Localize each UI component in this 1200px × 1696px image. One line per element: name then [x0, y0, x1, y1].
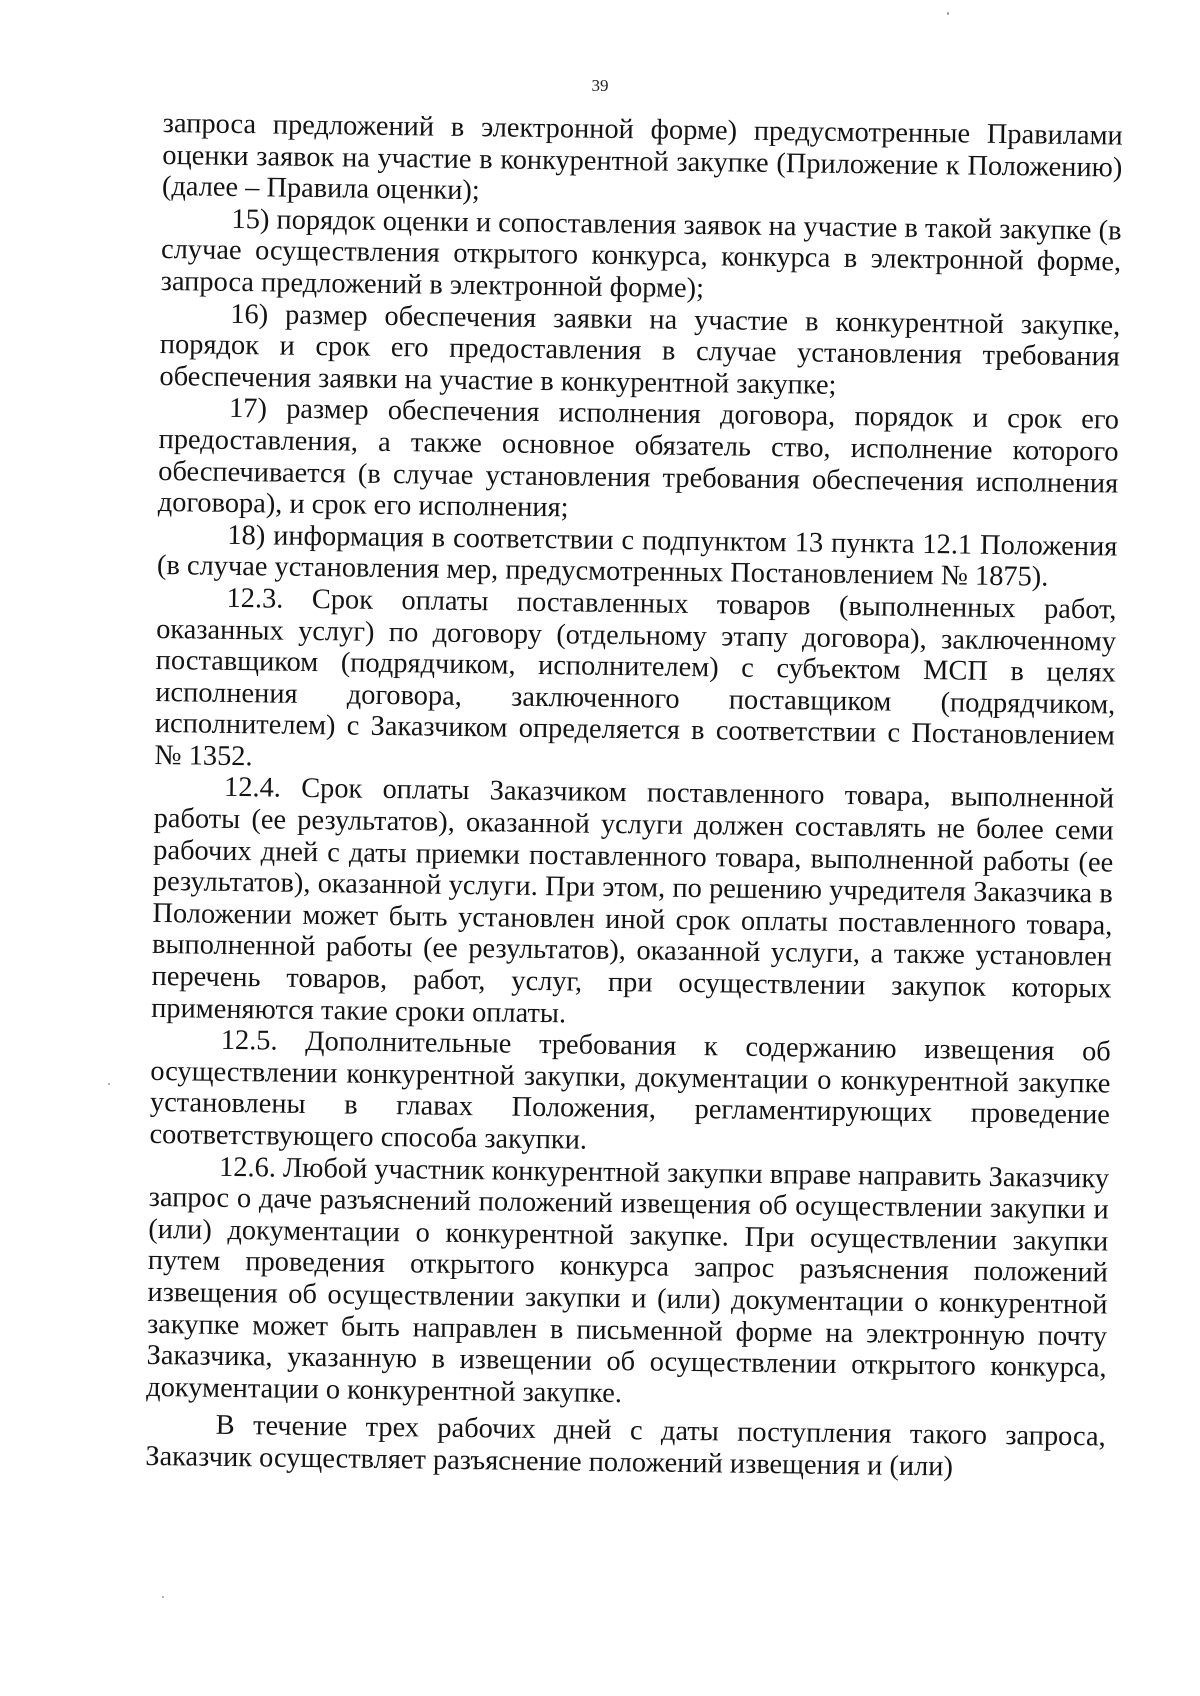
paragraph-12-6: 12.6. Любой участник конкурентной закупки вправе направить Заказчику запрос о даче разъяснений положений извещения об осуществлении закупки и (или) документации о конкурентной закупке. При осуществлении закупки путем проведения открытого конкурса запрос разъяснения положений извещения об осуществлении закупки и (или) документации о конкурентной закупке может быть направлен в письменной форме на электронную почту Заказчика, указанную в извещении об осуществлении открытого конкурса, документации о конкурентной закупке. — [146, 1151, 1110, 1409]
scan-speck-bottom-left — [162, 1596, 164, 1598]
document-body — [145, 108, 1123, 1485]
paragraph-item-18: 18) информация в соответствии с подпунктом 13 пункта 12.1 Положения (в случае установления мер, предусмотренных Постановлением № 1875). — [156, 519, 1118, 593]
paragraph-12-3: 12.3. Срок оплаты поставленных товаров (выполненных работ, оказанных услуг) по договору (отдельному этапу договора), заключенному поставщиком (подрядчиком, исполнителем) с субъектом МСП в целях исполнения договора, заключенного поставщиком (подрядчиком, исполнителем) с Заказчиком определяется в соответствии с Постановлением № 1352. — [154, 582, 1117, 773]
paragraph-clarification-deadline: В течение трех рабочих дней с даты поступления такого запроса, Заказчик осуществляет разъяснение положений извещения и (или) — [145, 1410, 1106, 1483]
page-number: 39 — [591, 76, 609, 95]
paragraph-12-5: 12.5. Дополнительные требования к содержанию извещения об осуществлении конкурентной закупки, документации о конкурентной закупке установлены в главах Положения, регламентирующих проведение соответствующего способа закупки. — [149, 1025, 1111, 1156]
paragraph-12-4: 12.4. Срок оплаты Заказчиком поставленного товара, выполненной работы (ее результатов), оказанной услуги должен составлять не более семи рабочих дней с даты приемки поставленного товара, выполненной работы (ее результатов), оказанной услуги. При этом, по решению учредителя Заказчика в Положении может быть установлен иной срок оплаты поставленного товара, выполненной работы (ее результатов), оказанной услуги, а также установлен перечень товаров, работ, услуг, при осуществлении закупок которых применяются такие сроки оплаты. — [151, 772, 1115, 1029]
paragraph-continuation: запроса предложений в электронной форме) предусмотренные Правилами оценки заявок на участие в конкурентной закупке (Приложение к Положению) (далее – Правила оценки); — [161, 108, 1123, 207]
scan-speck-left-margin — [108, 1083, 110, 1085]
paragraph-item-15: 15) порядок оценки и сопоставления заявок на участие в такой закупке (в случае осуществления открытого конкурса, конкурса в электронной форме, запроса предложений в электронной форме); — [160, 203, 1122, 305]
scan-speck-top-right — [947, 12, 949, 15]
paragraph-item-17: 17) размер обеспечения исполнения договора, порядок и срок его предоставления, а также основное обязатель ство, исполнение которого обеспечивается (в случае установления требования обеспечения исполнения договора), и срок его исполнения; — [157, 393, 1120, 524]
paragraph-item-16: 16) размер обеспечения заявки на участие в конкурентной закупке, порядок и срок его предоставления в случае установления требования обеспечения заявки на участие в конкурентной закупке; — [159, 298, 1121, 401]
